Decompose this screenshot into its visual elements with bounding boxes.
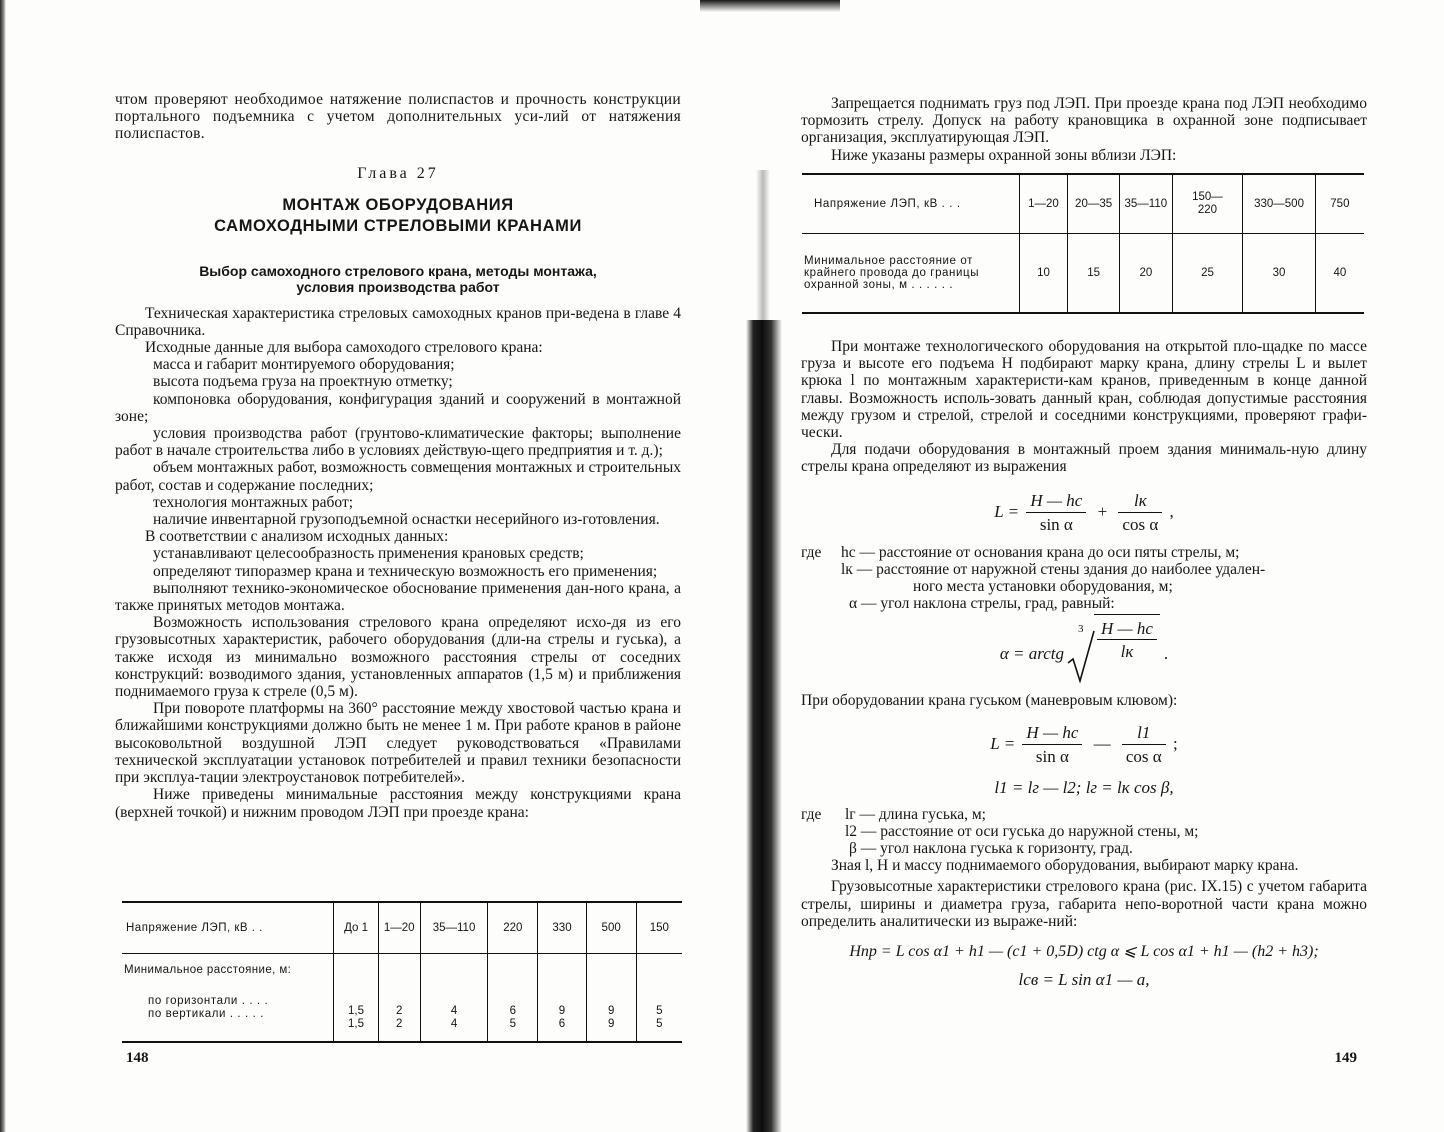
paragraph: Ниже указаны размеры охранной зоны вблизи ЛЭП: xyxy=(831,146,1177,164)
power-line-clearance-table xyxy=(122,901,682,1043)
paragraph: Ниже приведены минимальные расстояния между конструкциями крана (верхней точкой) и нижним проводом ЛЭП при проезде крана: xyxy=(115,786,681,821)
legend-text: hс — расстояние от основания крана до оси пяты стрелы, м; xyxy=(841,543,1240,561)
table-header-label: Напряжение ЛЭП, кВ . . xyxy=(122,902,334,954)
legend-block xyxy=(801,544,1367,613)
right-page xyxy=(801,0,1367,1132)
formula-free-reach: lсв = L sin α1 — a, xyxy=(1018,970,1150,990)
fraction xyxy=(1097,619,1157,661)
cell-vertical: 6 xyxy=(558,1018,566,1030)
paragraph: Запрещается поднимать груз под ЛЭП. При проезде крана под ЛЭП необходимо тормозить стрелу. Допуск на работу крановщика в охранной зоне подписывает организация, эксплуатирующая ЛЭП. xyxy=(801,95,1367,147)
radical-sign xyxy=(1064,625,1096,683)
table-row-label: Минимальное расстояние от крайнего провода до границы охранной зоны, м . . . . . . xyxy=(804,255,980,291)
list-item: объем монтажных работ, возможность совмещения монтажных и строительных работ, состав и содержание последних; xyxy=(115,459,682,494)
protection-zone-table xyxy=(802,173,1364,314)
fraction-denominator: lк xyxy=(1120,641,1134,661)
cell-vertical: 9 xyxy=(607,1018,615,1030)
legend-line: ного места установки оборудования, м; xyxy=(913,578,1173,596)
legend-line xyxy=(801,806,1367,823)
page-number: 149 xyxy=(1334,1050,1357,1066)
formula-boom-length xyxy=(801,488,1367,536)
paragraph: Зная l, H и массу поднимаемого оборудования, выбирают марку крана. xyxy=(831,857,1299,875)
legend-line: α — угол наклона стрелы, град, равный: xyxy=(849,595,1115,613)
table-header-cell: 1—20 xyxy=(1019,174,1067,234)
legend-line xyxy=(801,544,1367,561)
fraction-numerator: H — hс xyxy=(1026,491,1086,513)
paragraph: При монтаже технологического оборудования на открытой пло-щадке по массе груза и высоте его подъема H подбирают марку крана, длину стрелы L и вылет крюка l по монтажным характеристи-кам кранов, приведенным в конце данной главы. Возможность исполь-зовать данный кран, соблюдая допустимые расстояния между грузом и стрелой, стрелой и соседними конструкциями, проверяют графи-чески. xyxy=(801,338,1367,442)
page-edge-shadow xyxy=(0,0,6,1132)
table-cell xyxy=(586,954,636,1043)
cell-horizontal: 5 xyxy=(656,1005,663,1017)
table-cell xyxy=(334,954,378,1043)
root-index: 3 xyxy=(1077,623,1084,636)
table-row-label xyxy=(122,954,334,1043)
cell-horizontal: 1,5 xyxy=(348,1005,365,1017)
table-cell: 30 xyxy=(1243,234,1315,314)
fraction xyxy=(1026,491,1086,535)
table-header-cell: До 1 xyxy=(334,902,378,954)
cell-vertical: 5 xyxy=(509,1018,517,1030)
horizontal-label: по горизонтали . . . . xyxy=(148,995,269,1007)
intro-paragraph: чтом проверяют необходимое натяжение полиспастов и прочность конструкции портального подъемника с учетом дополнительных уси-лий от натяжения полиспастов. xyxy=(115,91,681,143)
table-cell: 40 xyxy=(1315,234,1364,314)
legend-line: lк — расстояние от наружной стены здания до наиболее удален- xyxy=(841,560,1266,578)
table-row xyxy=(802,234,1364,314)
chapter-label: Глава 27 xyxy=(357,164,439,182)
vertical-label: по вертикали . . . . . xyxy=(148,1008,264,1020)
list-item: наличие инвентарной грузоподъемной оснастки несерийного из-готовления. xyxy=(153,511,660,529)
list-item: устанавливают целесообразность применения крановых средств; xyxy=(153,545,584,563)
list-item: выполняют технико-экономическое обоснование применения дан-ного крана, а также принятых методов монтажа. xyxy=(115,579,681,615)
formula-angle xyxy=(801,618,1367,686)
fraction-denominator: cos α xyxy=(1122,514,1159,534)
paragraph: Для подачи оборудования в монтажный проем здания минималь-ную длину стрелы крана определяют из выражения xyxy=(801,441,1367,476)
table-cell xyxy=(636,954,682,1043)
formula-operator: — xyxy=(1093,733,1111,753)
paragraph: При повороте платформы на 360° расстояние между хвостовой частью крана и ближайшими конструкциями должно быть не менее 1 м. При работе кранов в районе высоковольтной воздушной ЛЭП следует руководствоваться «Правилами технической эксплуатации установок потребителей и правил техники безопасности при эксплуа-тации электроустановок потребителей». xyxy=(115,700,681,787)
cell-horizontal: 6 xyxy=(509,1005,517,1017)
paragraph: Техническая характеристика стреловых самоходных кранов при-ведена в главе 4 Справочника. xyxy=(115,304,681,339)
list-item: компоновка оборудования, конфигурация зданий и сооружений в монтажной зоне; xyxy=(115,390,681,425)
legend-block xyxy=(801,806,1367,858)
table-cell xyxy=(488,954,538,1043)
legend-line: β — угол наклона гуська к горизонту, град. xyxy=(849,840,1133,858)
table-header-cell: 220 xyxy=(488,902,538,954)
cell-vertical: 4 xyxy=(450,1018,458,1030)
table-header-cell: 330 xyxy=(538,902,586,954)
fraction xyxy=(1022,723,1082,767)
list-item: высота подъема груза на проектную отметку; xyxy=(153,373,453,391)
table xyxy=(802,173,1364,314)
table-header-cell: 20—35 xyxy=(1068,174,1120,234)
paragraph: При оборудовании крана гуськом (маневровым клювом): xyxy=(801,692,1178,710)
table-header-label: Напряжение ЛЭП, кВ . . . xyxy=(802,174,1019,234)
paragraph: В соответствии с анализом исходных данных: xyxy=(145,528,449,546)
list-item: определяют типоразмер крана и техническую возможность его применения; xyxy=(153,562,658,580)
cell-vertical: 5 xyxy=(656,1018,663,1030)
table-cell xyxy=(420,954,488,1043)
table-cell: 20 xyxy=(1120,234,1173,314)
formula-tail: . xyxy=(1163,644,1169,664)
fraction-denominator: sin α xyxy=(1039,514,1073,534)
section-title-line: Выбор самоходного стрелового крана, методы монтажа, xyxy=(199,262,597,279)
section-title-line: условия производства работ xyxy=(296,278,500,295)
formula-tail: ; xyxy=(1172,733,1178,753)
table-header-cell: 330—500 xyxy=(1243,174,1315,234)
table-cell xyxy=(378,954,420,1043)
legend-text: lг — длина гуська, м; xyxy=(845,805,986,823)
fraction-denominator: sin α xyxy=(1035,746,1069,766)
table-row xyxy=(122,954,682,1043)
table-header-cell: 150 xyxy=(636,902,682,954)
table-header-cell: 35—110 xyxy=(420,902,488,954)
formula-lhs: L = xyxy=(994,501,1020,521)
fraction-numerator: H — hс xyxy=(1022,723,1082,745)
chapter-title xyxy=(115,195,681,237)
chapter-title-line: САМОХОДНЫМИ СТРЕЛОВЫМИ КРАНАМИ xyxy=(214,216,582,235)
table-header-cell: 1—20 xyxy=(378,902,420,954)
legend-line: l2 — расстояние от оси гуська до наружной стены, м; xyxy=(845,822,1199,840)
paragraph: Грузовысотные характеристики стрелового крана (рис. IX.15) с учетом габарита стрелы, ширины и диаметра груза, габарита непо-воротной части крана можно определить аналитически из выраже-ний: xyxy=(801,878,1367,930)
row-label: Минимальное расстояние, м: xyxy=(124,964,292,976)
fraction-numerator: H — hс xyxy=(1097,619,1157,640)
list-item: технология монтажных работ; xyxy=(153,493,354,511)
section-title xyxy=(115,263,681,295)
where-word: где xyxy=(801,543,822,561)
table-header-row xyxy=(122,902,682,954)
cube-root-icon xyxy=(1064,625,1096,683)
book-gutter xyxy=(746,320,782,1132)
table-cell: 10 xyxy=(1019,234,1067,314)
table-header-row xyxy=(802,174,1364,234)
table-header-cell: 500 xyxy=(586,902,636,954)
list-item: условия производства работ (грунтово-климатические факторы; выполнение работ в начале строительства либо в условиях действую-щего предприятия и т. д.); xyxy=(115,425,681,460)
table xyxy=(122,901,682,1043)
fraction-denominator: cos α xyxy=(1125,746,1162,766)
table-header-cell: 150—220 xyxy=(1172,174,1243,234)
paragraph: Возможность использования стрелового крана определяют исхо-дя из его грузовысотных характеристик, рабочего оборудования (дли-на стрелы и гуська), а также исходя из минимально возможного расстояния стрелы от соседних конструкций: возводимого здания, установленных аппаратов (1,5 м) и приближения поднимаемого груза к стреле (0,5 м). xyxy=(115,614,681,701)
fraction-numerator: lк xyxy=(1118,491,1162,513)
table-cell: 25 xyxy=(1172,234,1243,314)
table-header-cell: 35—110 xyxy=(1120,174,1173,234)
formula-lhs: α = arctg xyxy=(999,644,1064,664)
formula-hook-height: Hпр = L cos α1 + h1 — (c1 + 0,5D) ctg α ⩽ L cos α1 + h1 — (h2 + h3); xyxy=(849,943,1319,961)
cell-horizontal: 9 xyxy=(558,1005,566,1017)
cell-horizontal: 4 xyxy=(450,1005,458,1017)
cell-vertical: 2 xyxy=(396,1018,403,1030)
right-page-body xyxy=(801,338,1367,992)
radical-bar xyxy=(1094,614,1160,661)
page-number: 148 xyxy=(126,1050,149,1066)
table-cell: 15 xyxy=(1068,234,1120,314)
formula-operator: + xyxy=(1097,501,1108,521)
fraction xyxy=(1122,723,1166,767)
formula-lhs: L = xyxy=(990,733,1016,753)
chapter-title-line: МОНТАЖ ОБОРУДОВАНИЯ xyxy=(282,195,514,214)
formula-jib-length: l1 = lг — l2; lг = lк cos β, xyxy=(994,777,1174,797)
cell-vertical: 1,5 xyxy=(348,1018,365,1030)
list-item: масса и габарит монтируемого оборудования; xyxy=(153,356,455,374)
paragraph: Исходные данные для выбора самоходого стрелового крана: xyxy=(145,339,543,357)
gutter-fade xyxy=(756,170,770,330)
formula-tail: , xyxy=(1169,501,1174,521)
formula-boom-length-jib xyxy=(801,720,1367,768)
fraction xyxy=(1118,491,1162,535)
left-page xyxy=(115,0,681,1132)
where-word: где xyxy=(801,805,822,823)
table-header-cell: 750 xyxy=(1315,174,1364,234)
cell-horizontal: 2 xyxy=(396,1005,403,1017)
cell-horizontal: 9 xyxy=(607,1005,615,1017)
table-cell xyxy=(538,954,586,1043)
fraction-numerator: l1 xyxy=(1122,723,1166,745)
